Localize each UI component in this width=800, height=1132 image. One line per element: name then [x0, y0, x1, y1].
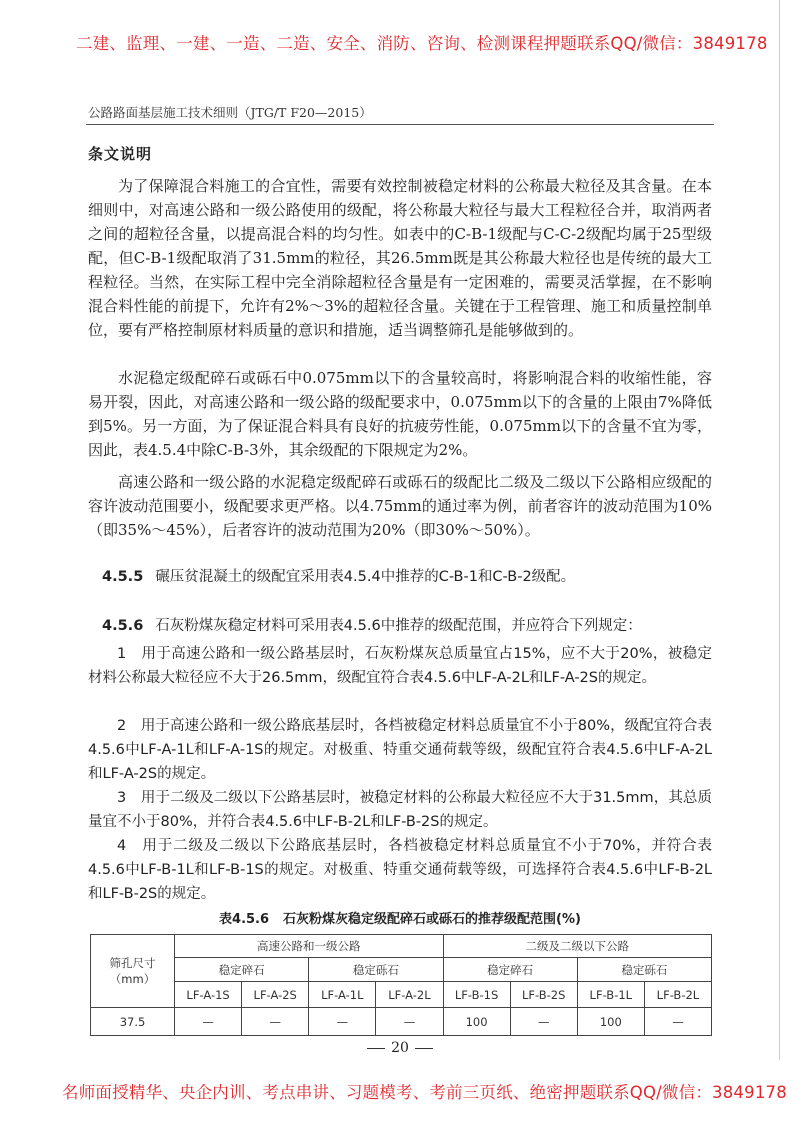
table-caption	[0, 908, 800, 927]
bottom-ad-banner: 名师面授精华、央企内训、考点串讲、习题模考、考前三页纸、绝密押题联系QQ/微信：3849178	[62, 1083, 787, 1102]
clause-number: 4.5.6	[102, 618, 144, 634]
table-cell: 100	[577, 1008, 644, 1036]
page-number-value: 20	[391, 1040, 409, 1056]
table-cell: —	[175, 1008, 242, 1036]
explanation-paragraph: 为了保障混合料施工的合宜性，需要有效控制被稳定材料的公称最大粒径及其含量。在本细则中，对高速公路和一级公路使用的级配，将公称最大粒径与最大工程粒径合并，取消两者之间的超粒径含量，以提高混合料的均匀性。如表中的C-B-1级配与C-C-2级配均属于25型级配，但C-B-1级配取消了31.5mm的粒径，其26.5mm既是其公称最大粒径也是传统的最大工程粒径。当然，在实际工程中完全消除超粒径含量是有一定困难的，需要灵活掌握，在不影响混合料性能的前提下，允许有2%～3%的超粒径含量。关键在于工程管理、施工和质量控制单位，要有严格控制原材料质量的意识和措施，适当调整筛孔是能够做到的。	[88, 177, 712, 339]
table-row	[91, 1008, 712, 1036]
clause-text: 石灰粉煤灰稳定材料可采用表4.5.6中推荐的级配范围，并应符合下列规定：	[155, 618, 642, 634]
table-cell: —	[644, 1008, 711, 1036]
gradation-code: LF-B-2S	[510, 982, 577, 1008]
clause-4-5-5	[88, 565, 712, 589]
top-ad-banner: 二建、监理、一建、一造、二造、安全、消防、咨询、检测课程押题联系QQ/微信：3849178	[76, 34, 768, 53]
sieve-size-cell: 37.5	[91, 1008, 175, 1036]
sieve-size-header: 筛孔尺寸（mm）	[91, 935, 175, 1008]
page-number	[0, 1040, 800, 1056]
binding-edge-line	[779, 0, 780, 1060]
gradation-code: LF-B-1S	[443, 982, 510, 1008]
gradation-code: LF-A-2S	[242, 982, 309, 1008]
gradation-code: LF-B-1L	[577, 982, 644, 1008]
gradation-code: LF-B-2L	[644, 982, 711, 1008]
sub-header: 稳定碎石	[443, 958, 577, 982]
table-cell: —	[309, 1008, 376, 1036]
running-header: 公路路面基层施工技术细则（JTG/T F20—2015）	[88, 105, 372, 120]
clause-item: 1 用于高速公路和一级公路基层时，石灰粉煤灰总质量宜占15%，应不大于20%，被稳定材料公称最大粒径应不大于26.5mm，级配宜符合表4.5.6中LF-A-2L和LF-A-2S的规定。	[88, 646, 712, 686]
sub-header: 稳定碎石	[175, 958, 309, 982]
page-number-dash	[367, 1048, 385, 1049]
table-cell: 100	[443, 1008, 510, 1036]
header-rule	[86, 124, 714, 125]
group-header: 二级及二级以下公路	[443, 935, 712, 958]
section-heading: 条文说明	[88, 145, 153, 163]
clause-item: 3 用于二级及二级以下公路基层时，被稳定材料的公称最大粒径应不大于31.5mm，其总质量宜不小于80%，并符合表4.5.6中LF-B-2L和LF-B-2S的规定。	[88, 790, 712, 830]
clause-item: 4 用于二级及二级以下公路底基层时，各档被稳定材料总质量宜不小于70%，并符合表4.5.6中LF-B-1L和LF-B-1S的规定。对极重、特重交通荷载等级，可选择符合表4.5.6中LF-B-2L和LF-B-2S的规定。	[88, 838, 712, 902]
clause-number: 4.5.5	[102, 569, 144, 585]
table-cell: —	[242, 1008, 309, 1036]
sub-header: 稳定砾石	[309, 958, 443, 982]
group-header: 高速公路和一级公路	[175, 935, 444, 958]
clause-item: 2 用于高速公路和一级公路底基层时，各档被稳定材料总质量宜不小于80%，级配宜符合表4.5.6中LF-A-1L和LF-A-1S的规定。对极重、特重交通荷载等级，级配宜符合表4.5.6中LF-A-2L和LF-A-2S的规定。	[88, 718, 712, 782]
clause-text: 碾压贫混凝土的级配宜采用表4.5.4中推荐的C-B-1和C-B-2级配。	[155, 569, 576, 585]
grading-table	[90, 934, 712, 1036]
table-cell: —	[510, 1008, 577, 1036]
page-number-dash	[415, 1048, 433, 1049]
clause-4-5-6	[88, 614, 712, 638]
table-cell: —	[376, 1008, 443, 1036]
gradation-code: LF-A-1L	[309, 982, 376, 1008]
gradation-code: LF-A-2L	[376, 982, 443, 1008]
sub-header: 稳定砾石	[577, 958, 711, 982]
explanation-paragraph: 高速公路和一级公路的水泥稳定级配碎石或砾石的级配比二级及二级以下公路相应级配的容许波动范围要小，级配要求更严格。以4.75mm的通过率为例，前者容许的波动范围为10%（即35%～45%），后者容许的波动范围为20%（即30%～50%）。	[88, 473, 712, 539]
gradation-code: LF-A-1S	[175, 982, 242, 1008]
explanation-paragraph: 水泥稳定级配碎石或砾石中0.075mm以下的含量较高时，将影响混合料的收缩性能，容易开裂，因此，对高速公路和一级公路的级配要求中，0.075mm以下的含量的上限由7%降低到5%。另一方面，为了保证混合料具有良好的抗疲劳性能，0.075mm以下的含量不宜为零，因此，表4.5.4中除C-B-3外，其余级配的下限规定为2%。	[88, 369, 712, 459]
table-caption-title: 石灰粉煤灰稳定级配碎石或砾石的推荐级配范围(%)	[283, 912, 581, 927]
table-caption-number: 表4.5.6	[219, 912, 270, 927]
